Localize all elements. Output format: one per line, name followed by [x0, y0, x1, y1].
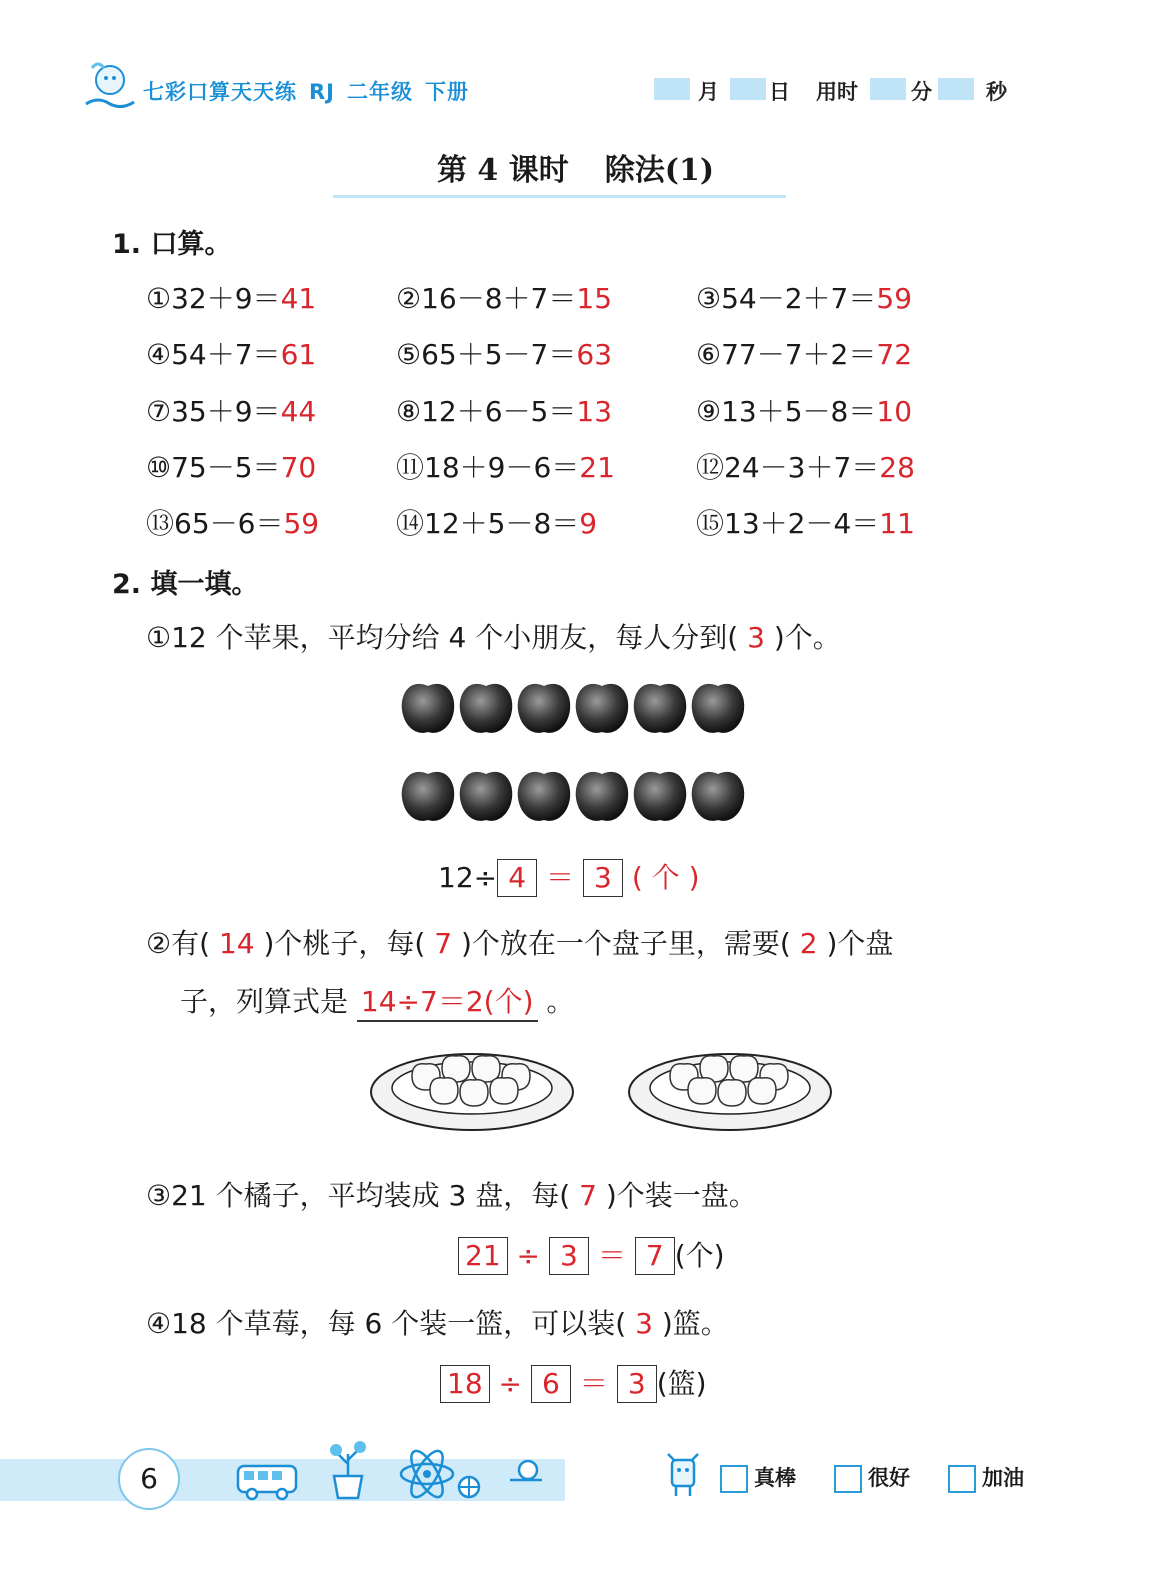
atom-icon	[396, 1446, 458, 1502]
q4-unit: (篮)	[656, 1367, 707, 1400]
rating-keep-going[interactable]	[948, 1462, 1024, 1493]
checkbox-icon[interactable]	[948, 1465, 976, 1493]
globe-icon	[456, 1474, 482, 1500]
problem-8: ⑧12＋6－5＝13	[396, 395, 613, 428]
section2-heading: 2. 填一填。	[112, 569, 259, 600]
answer[interactable]: 11	[879, 507, 915, 540]
apple-icon	[634, 684, 687, 733]
problem-2: ②16－8＋7＝15	[396, 282, 613, 315]
answer[interactable]: 9	[579, 507, 598, 540]
q4-answer[interactable]: 3	[635, 1307, 653, 1340]
problem-9: ⑨13＋5－8＝10	[696, 395, 913, 428]
problem-11: ⑪18＋9－6＝21	[396, 451, 615, 484]
minute-field[interactable]	[870, 78, 906, 100]
minute-label: 分	[911, 80, 932, 104]
q4-dividend-box[interactable]: 18	[440, 1365, 490, 1403]
q1-text: ①12 个苹果，平均分给 4 个小朋友，每人分到( 3 )个。	[146, 621, 841, 654]
answer[interactable]: 44	[280, 395, 317, 428]
q2-text-line2: 子，列算式是 14÷7＝2(个) 。	[180, 980, 574, 1022]
apple-icon	[518, 684, 571, 733]
checkbox-icon[interactable]	[720, 1465, 748, 1493]
problem-12: ⑫24－3＋7＝28	[696, 451, 915, 484]
section1-heading: 1. 口算。	[112, 229, 232, 260]
problem-15: ⑮13＋2－4＝11	[696, 507, 915, 540]
rating-label: 很好	[868, 1466, 910, 1490]
lesson-number: 第 4 课时	[436, 153, 569, 188]
q1-divisor-box[interactable]: 4	[497, 859, 537, 897]
q2-answer-3[interactable]: 2	[799, 927, 818, 960]
q2-formula-answer[interactable]: 14÷7＝2(个)	[357, 980, 538, 1022]
title-underline	[333, 195, 786, 198]
peach-icon	[718, 1080, 746, 1106]
plate-icon	[629, 1054, 831, 1130]
lesson-topic: 除法(1)	[604, 153, 715, 188]
q3-quotient-box[interactable]: 7	[635, 1237, 675, 1275]
day-field[interactable]	[730, 78, 766, 100]
answer[interactable]: 10	[876, 395, 913, 428]
apples-illustration	[398, 672, 758, 832]
q3-unit: (个)	[674, 1239, 725, 1272]
rating-good[interactable]	[834, 1462, 910, 1493]
apple-icon	[402, 684, 455, 733]
q4-equation: 18 ÷ 6 ＝ 3 (篮)	[440, 1362, 707, 1403]
peach-plates-illustration	[368, 1034, 838, 1140]
problem-10: ⑩75－5＝70	[146, 451, 317, 484]
month-field[interactable]	[654, 78, 690, 100]
rating-label: 真棒	[754, 1466, 796, 1490]
answer[interactable]: 61	[280, 338, 317, 371]
problem-1: ①32＋9＝41	[146, 282, 317, 315]
rating-label: 加油	[982, 1466, 1024, 1490]
second-label: 秒	[986, 80, 1007, 104]
lesson-title	[0, 145, 1151, 189]
answer[interactable]: 70	[280, 451, 317, 484]
day-label: 日	[769, 80, 790, 104]
page-number: 6	[118, 1448, 180, 1510]
problem-14: ⑭12＋5－8＝9	[396, 507, 598, 540]
book-title-edition: RJ	[309, 80, 335, 104]
q2-text-line1: ②有( 14 )个桃子，每( 7 )个放在一个盘子里，需要( 2 )个盘	[146, 927, 894, 960]
q2-answer-1[interactable]: 14	[218, 927, 255, 960]
q3-equation: 21 ÷ 3 ＝ 7 (个)	[458, 1234, 725, 1275]
checkbox-icon[interactable]	[834, 1465, 862, 1493]
mascot-thumbs-icon	[662, 1450, 706, 1498]
q1-unit: ( 个 )	[631, 861, 700, 894]
mascot-logo-icon	[78, 58, 138, 110]
q1-equation: 12÷ 4 ＝ 3 ( 个 )	[438, 856, 700, 897]
apple-icon	[576, 684, 629, 733]
answer[interactable]: 59	[283, 507, 320, 540]
apple-icon	[692, 684, 745, 733]
q3-dividend-box[interactable]: 21	[458, 1237, 508, 1275]
problem-5: ⑤65＋5－7＝63	[396, 338, 613, 371]
book-title	[143, 76, 481, 106]
apple-icon	[402, 772, 455, 821]
q4-divisor-box[interactable]: 6	[531, 1365, 571, 1403]
q1-answer[interactable]: 3	[747, 621, 765, 654]
apple-icon	[460, 772, 513, 821]
second-field[interactable]	[938, 78, 974, 100]
peach-icon	[430, 1078, 458, 1104]
apple-icon	[460, 684, 513, 733]
book-title-volume: 下册	[424, 80, 469, 104]
answer[interactable]: 59	[876, 282, 913, 315]
date-time-fields	[654, 78, 1014, 104]
q1-quotient-box[interactable]: 3	[583, 859, 623, 897]
q2-answer-2[interactable]: 7	[434, 927, 453, 960]
problem-13: ⑬65－6＝59	[146, 507, 320, 540]
q3-answer[interactable]: 7	[579, 1179, 597, 1212]
rating-excellent[interactable]	[720, 1462, 796, 1493]
answer[interactable]: 41	[280, 282, 317, 315]
problem-3: ③54－2＋7＝59	[696, 282, 913, 315]
apple-icon	[692, 772, 745, 821]
problem-4: ④54＋7＝61	[146, 338, 317, 371]
answer[interactable]: 72	[876, 338, 913, 371]
apple-icon	[576, 772, 629, 821]
q4-quotient-box[interactable]: 3	[617, 1365, 657, 1403]
apple-icon	[518, 772, 571, 821]
problem-6: ⑥77－7＋2＝72	[696, 338, 913, 371]
q4-text: ④18 个草莓，每 6 个装一篮，可以装( 3 )篮。	[146, 1307, 729, 1340]
q3-text: ③21 个橘子，平均装成 3 盘，每( 7 )个装一盘。	[146, 1179, 757, 1212]
snail-icon	[506, 1456, 546, 1484]
peach-icon	[688, 1078, 716, 1104]
peach-icon	[460, 1080, 488, 1106]
q3-divisor-box[interactable]: 3	[549, 1237, 589, 1275]
month-label: 月	[698, 80, 719, 104]
answer[interactable]: 28	[879, 451, 915, 484]
answer[interactable]: 15	[576, 282, 613, 315]
plate-icon	[371, 1054, 573, 1130]
peach-icon	[490, 1078, 518, 1104]
book-title-name: 七彩口算天天练	[143, 80, 297, 104]
plant-pot-icon	[322, 1440, 374, 1502]
bus-icon	[236, 1462, 300, 1502]
answer[interactable]: 63	[576, 338, 613, 371]
apple-icon	[634, 772, 687, 821]
answer[interactable]: 21	[579, 451, 615, 484]
answer[interactable]: 13	[576, 395, 613, 428]
time-used-label: 用时	[816, 80, 858, 104]
book-title-grade: 二年级	[346, 80, 413, 104]
peach-icon	[748, 1078, 776, 1104]
problem-7: ⑦35＋9＝44	[146, 395, 317, 428]
